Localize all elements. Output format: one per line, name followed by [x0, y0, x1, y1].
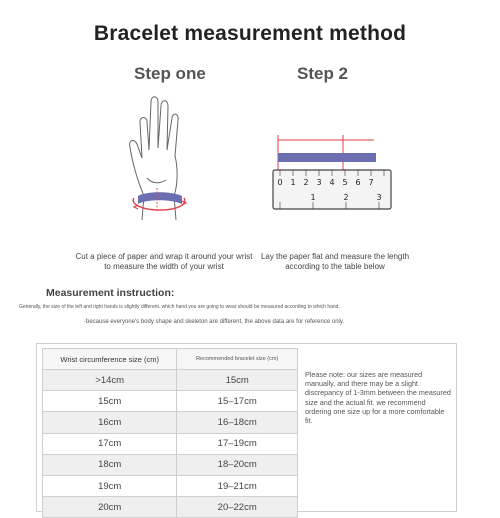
wrist-size-cell: 16cm: [43, 412, 177, 433]
ruler-bottom-number: 1: [310, 193, 316, 202]
table-row: [43, 391, 298, 412]
hand-measure-illustration: [120, 92, 210, 222]
instruction-line-2: ·because everyone's body shape and skeleton are different, the above data are for reference only.: [84, 319, 345, 325]
ruler-top-number: 1: [290, 178, 296, 187]
paper-strip: [278, 153, 376, 162]
header-bracelet-size: Recommended bracelet size (cm): [177, 349, 298, 370]
table-row: [43, 412, 298, 433]
instruction-title: Measurement instruction:: [46, 287, 175, 299]
table-row: [43, 497, 298, 518]
ruler-bottom-number: 2: [343, 193, 349, 202]
ruler-top-number: 6: [355, 178, 361, 187]
wrist-size-cell: 15cm: [43, 391, 177, 412]
ruler-top-number: 0: [277, 178, 283, 187]
wrist-size-cell: >14cm: [43, 370, 177, 391]
bracelet-size-cell: 20–22cm: [177, 497, 298, 518]
bracelet-size-cell: 15cm: [177, 370, 298, 391]
bracelet-size-cell: 18–20cm: [177, 454, 298, 475]
ruler-top-number: 3: [316, 178, 322, 187]
step-one-heading: Step one: [134, 64, 206, 83]
size-table: [42, 348, 298, 518]
size-table-panel: [36, 343, 457, 512]
ruler-top-number: 4: [329, 178, 335, 187]
wrist-size-cell: 17cm: [43, 433, 177, 454]
ruler-illustration: [270, 130, 400, 210]
bracelet-size-cell: 17–19cm: [177, 433, 298, 454]
ruler-top-number: 2: [303, 178, 309, 187]
page-title: Bracelet measurement method: [93, 22, 407, 45]
wrist-size-cell: 18cm: [43, 454, 177, 475]
ruler-bottom-number: 3: [376, 193, 382, 202]
table-row: [43, 475, 298, 496]
table-row: [43, 370, 298, 391]
ruler-top-number: 5: [342, 178, 348, 187]
bracelet-size-cell: 16–18cm: [177, 412, 298, 433]
bracelet-size-cell: 15–17cm: [177, 391, 298, 412]
ruler-top-number: 7: [368, 178, 374, 187]
header-wrist-size: Wrist circumference size (cm): [43, 349, 177, 370]
table-row: [43, 454, 298, 475]
step-one-caption: Cut a piece of paper and wrap it around your wrist to measure the width of your wrist: [75, 252, 253, 271]
step-two-caption: Lay the paper flat and measure the length according to the table below: [260, 252, 410, 271]
size-note: Please note: our sizes are measured manually, and there may be a slight discrepancy of 1-3mm between the measured size and the actual fit. we recommend ordering one size up for a more comfortable fit.: [305, 370, 451, 426]
instruction-line-1: Generally, the size of the left and right hands is slightly different. which hand you are going to wear should be measured according to which hand.: [19, 304, 340, 310]
wrist-size-cell: 19cm: [43, 475, 177, 496]
step-two-heading: Step 2: [297, 64, 349, 83]
paper-band: [138, 192, 182, 204]
wrist-size-cell: 20cm: [43, 497, 177, 518]
bracelet-size-cell: 19–21cm: [177, 475, 298, 496]
table-row: [43, 433, 298, 454]
